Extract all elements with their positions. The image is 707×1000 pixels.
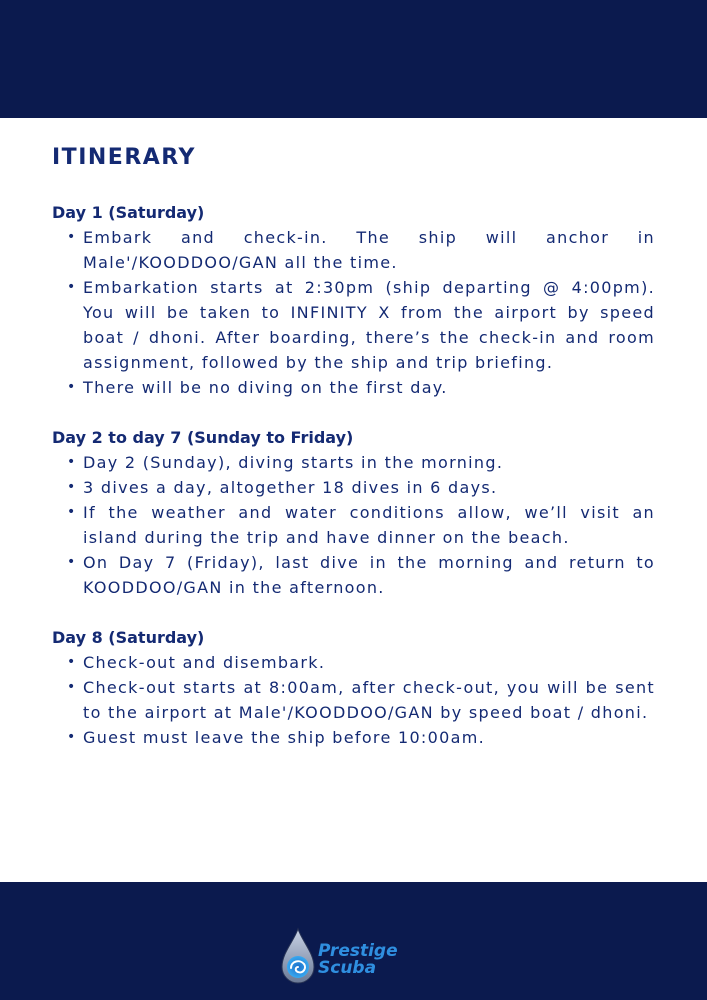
list-item: • Embark and check-in. The ship will anchor in Male'/KOODDOO/GAN all the time. [52,225,655,275]
list-item: • If the weather and water conditions allow, we’ll visit an island during the trip and have dinner on the beach. [52,500,655,550]
list-item: • 3 dives a day, altogether 18 dives in 6 days. [52,475,655,500]
list-item: • There will be no diving on the first day. [52,375,655,400]
bullet-icon: • [67,279,76,295]
itinerary-content [52,140,655,750]
day-section [52,200,655,400]
list-item: • Check-out and disembark. [52,650,655,675]
bullet-icon: • [67,504,76,520]
bullet-icon: • [67,454,76,470]
bullet-icon: • [67,654,76,670]
day-heading: Day 2 to day 7 (Sunday to Friday) [52,428,354,447]
day-section [52,425,655,600]
list-item: • On Day 7 (Friday), last dive in the morning and return to KOODDOO/GAN in the afternoon. [52,550,655,600]
prestige-scuba-logo [278,927,438,987]
day-heading: Day 1 (Saturday) [52,203,205,222]
list-item: • Guest must leave the ship before 10:00am. [52,725,655,750]
bullet-icon: • [67,729,76,745]
header-band [0,0,707,118]
list-item: • Check-out starts at 8:00am, after check-out, you will be sent to the airport at Male'/KOODDOO/GAN by speed boat / dhoni. [52,675,655,725]
list-item: • Day 2 (Sunday), diving starts in the morning. [52,450,655,475]
logo-line1: Prestige [318,941,398,961]
bullet-icon: • [67,379,76,395]
day-item-list [52,650,655,750]
day-item-list [52,225,655,400]
day-heading: Day 8 (Saturday) [52,628,205,647]
bullet-icon: • [67,479,76,495]
bullet-icon: • [67,229,76,245]
logo-line2: Scuba [318,958,377,978]
day-section [52,625,655,750]
logo-wordmark [318,943,398,977]
water-drop-icon [278,927,318,985]
page-title: ITINERARY [52,145,196,170]
bullet-icon: • [67,679,76,695]
bullet-icon: • [67,554,76,570]
day-item-list [52,450,655,600]
list-item: • Embarkation starts at 2:30pm (ship departing @ 4:00pm). You will be taken to INFINITY X from the airport by speed boat / dhoni. After boarding, there’s the check-in and room assignment, followed by the ship and trip briefing. [52,275,655,375]
